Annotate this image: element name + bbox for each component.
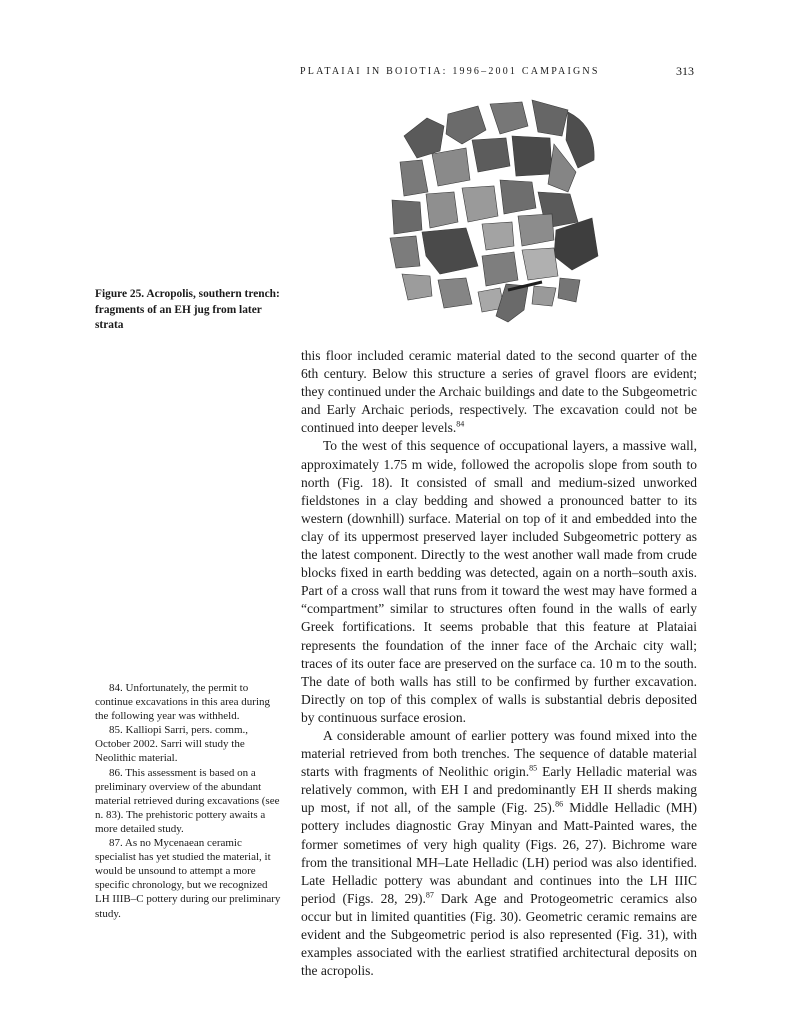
paragraph-1-text: this floor included ceramic material dated to the second quarter of the 6th century. Below this structure a series of gravel floors are evident; they continued under the Archaic buildings and date to the Subgeometric and Early Archaic periods, respectively. The excavation could not be continued into deeper levels. — [301, 348, 697, 436]
paragraph-3 — [301, 727, 697, 980]
footnote-ref-85: 85 — [529, 763, 538, 773]
footnote-86: 86. This assessment is based on a preliminary overview of the abundant material retrieved during excavations (see n. 83). The prehistoric pottery awaits a more detailed study. — [95, 766, 280, 835]
pottery-fragments-photo — [390, 100, 598, 322]
footnote-ref-87: 87 — [425, 890, 434, 900]
footnote-85: 85. Kalliopi Sarri, pers. comm., October 2002. Sarri will study the Neolithic material. — [95, 724, 249, 765]
figure-25-image — [382, 96, 614, 328]
page-number: 313 — [676, 64, 694, 78]
figure-caption: Figure 25. Acropolis, southern trench: fragments of an EH jug from later strata — [95, 288, 280, 331]
footnote-84: 84. Unfortunately, the permit to continue excavations in this area during the following year was withheld. — [95, 682, 271, 723]
paragraph-3-part-a: A considerable amount of earlier pottery was found mixed into the material retrieved from both trenches. The sequence of datable material starts with fragments of Neolithic origin. — [301, 727, 697, 780]
paragraph-3-part-d: Dark Age and Protogeometric ceramics also occur but in limited quantities (Fig. 30). Geometric ceramic remains are evident and the Subgeometric period is also represented (Fig. 31), with examples associated with the earliest stratified architectural deposits on the acropolis. — [301, 890, 697, 979]
paragraph-3-part-b: Early Helladic material was relatively common, with EH I and predominantly EH II sherds making up most, if not all, of the sample (Fig. 25). — [301, 764, 697, 816]
paragraph-3-part-c: Middle Helladic (MH) pottery includes diagnostic Gray Minyan and Matt-Painted wares, the former sometimes of very high quality (Figs. 26, 27). Bichrome ware from the transitional MH–Late Helladic (LH) period was also identified. Late Helladic pottery was abundant and continues into the LH IIIC period (Figs. 28, 29). — [301, 800, 697, 906]
running-head: PLATAIAI IN BOIOTIA: 1996–2001 CAMPAIGNS — [300, 66, 600, 77]
paragraph-1 — [301, 347, 697, 437]
main-text-column — [301, 347, 697, 980]
paragraph-2: To the west of this sequence of occupational layers, a massive wall, approximately 1.75 m wide, followed the acropolis slope from south to north (Fig. 18). It consisted of small and medium-sized unworked fieldstones in a clay bedding and showed a pronounced batter to its western (downhill) surface. Material on top of it and embedded into the clay of its uppermost preserved layer included Subgeometric pottery as the latest component. Directly to the west another wall made from crude blocks fixed in earth bedding was detected, again on a north–south axis. Part of a cross wall that runs from it toward the west may have formed a “compartment” similar to structures often found in the walls of early Greek fortifications. It seems probable that this feature at Plataiai represents the foundation of the inner face of the Archaic city wall; traces of its outer face are preserved on the surface ca. 10 m to the south. The date of both walls has still to be confirmed by further excavation. Directly on top of this complex of walls is substantial debris deposited by continuous surface erosion. — [301, 438, 697, 725]
footnote-ref-86: 86 — [555, 799, 564, 809]
footnote-ref-84: 84 — [456, 419, 465, 429]
footnotes — [95, 681, 283, 921]
footnote-87: 87. As no Mycenaean ceramic specialist has yet studied the material, it would be unsound to attempt a more specific chronology, but we recognized LH IIIB–C pottery during our preliminary study. — [95, 837, 281, 920]
